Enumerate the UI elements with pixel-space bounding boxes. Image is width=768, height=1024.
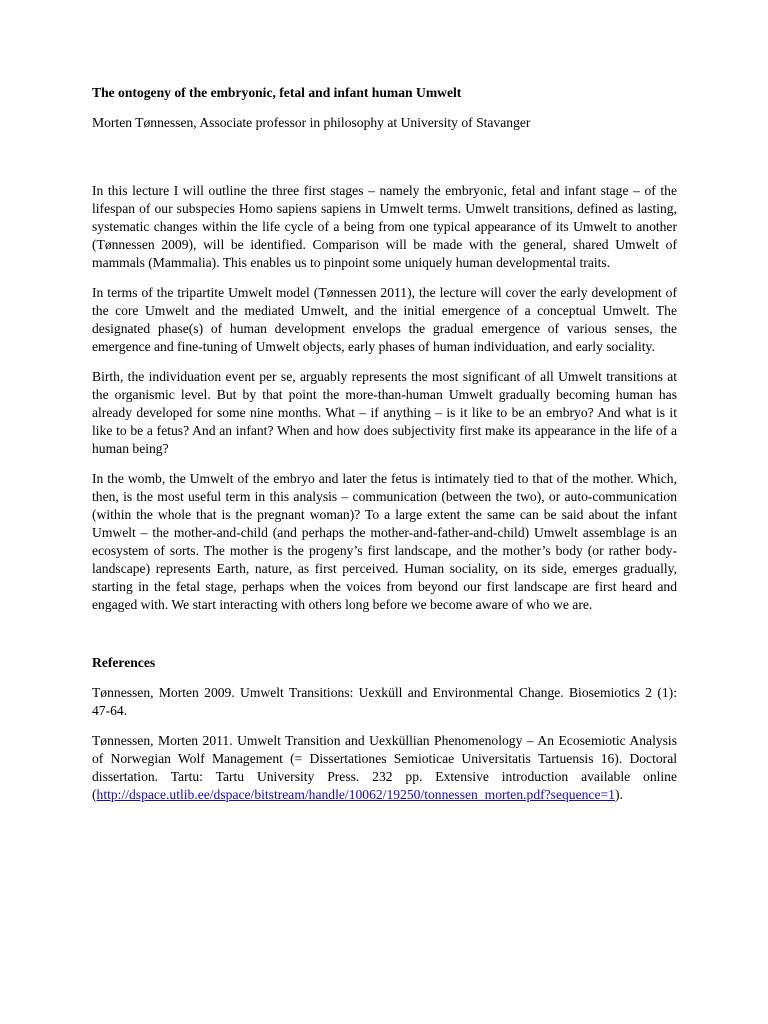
document-body: [92, 84, 677, 816]
document-title: The ontogeny of the embryonic, fetal and infant human Umwelt: [92, 85, 462, 100]
paragraph-1: In this lecture I will outline the three first stages – namely the embryonic, fetal and infant stage – of the lifespan of our subspecies Homo sapiens sapiens in Umwelt terms. Umwelt transitions, defined as lasting, systematic changes within the life cycle of a being from one typical appearance of its Umwelt to another (Tønnessen 2009), will be identified. Comparison will be made with the general, shared Umwelt of mammals (Mammalia). This enables us to pinpoint some uniquely human developmental traits.: [92, 183, 677, 270]
author-line: Morten Tønnessen, Associate professor in philosophy at University of Stavanger: [92, 115, 531, 130]
dspace-link[interactable]: http://dspace.utlib.ee/dspace/bitstream/handle/10062/19250/tonnessen_morten.pdf?sequence=1: [96, 787, 615, 802]
references-heading: References: [92, 655, 156, 670]
reference-2-text: Tønnessen, Morten 2011. Umwelt Transition and Uexküllian Phenomenology – An Ecosemiotic Analysis of Norwegian Wolf Management (= Dissertationes Semioticae Universitatis Tartuensis 16). Doctoral dissertation. Tartu: Tartu University Press. 232 pp. Extensive introduction available online (: [92, 733, 677, 802]
reference-1: Tønnessen, Morten 2009. Umwelt Transitions: Uexküll and Environmental Change. Biosemiotics 2 (1): 47-64.: [92, 685, 677, 718]
reference-2: [92, 732, 677, 804]
paragraph-2: In terms of the tripartite Umwelt model (Tønnessen 2011), the lecture will cover the early development of the core Umwelt and the mediated Umwelt, and the initial emergence of a conceptual Umwelt. The designated phase(s) of human development envelops the gradual emergence of various senses, the emergence and fine-tuning of Umwelt objects, early phases of human individuation, and early sociality.: [92, 285, 677, 354]
paragraph-3: Birth, the individuation event per se, arguably represents the most significant of all Umwelt transitions at the organismic level. But by that point the more-than-human Umwelt gradually becoming human has already developed for some nine months. What – if anything – is it like to be an embryo? And what is it like to be a fetus? And an infant? When and how does subjectivity first make its appearance in the life of a human being?: [92, 369, 677, 456]
paragraph-4: In the womb, the Umwelt of the embryo and later the fetus is intimately tied to that of the mother. Which, then, is the most useful term in this analysis – communication (between the two), or auto-communication (within the whole that is the pregnant woman)? To a large extent the same can be said about the infant Umwelt – the mother-and-child (and perhaps the mother-and-father-and-child) Umwelt assemblage is an ecosystem of sorts. The mother is the progeny’s first landscape, and the mother’s body (or rather body-landscape) represents Earth, nature, as first perceived. Human sociality, on its side, emerges gradually, starting in the fetal stage, perhaps when the voices from beyond our first landscape are first heard and engaged with. We start interacting with others long before we become aware of who we are.: [92, 471, 677, 612]
reference-2-after: ).: [614, 787, 623, 802]
